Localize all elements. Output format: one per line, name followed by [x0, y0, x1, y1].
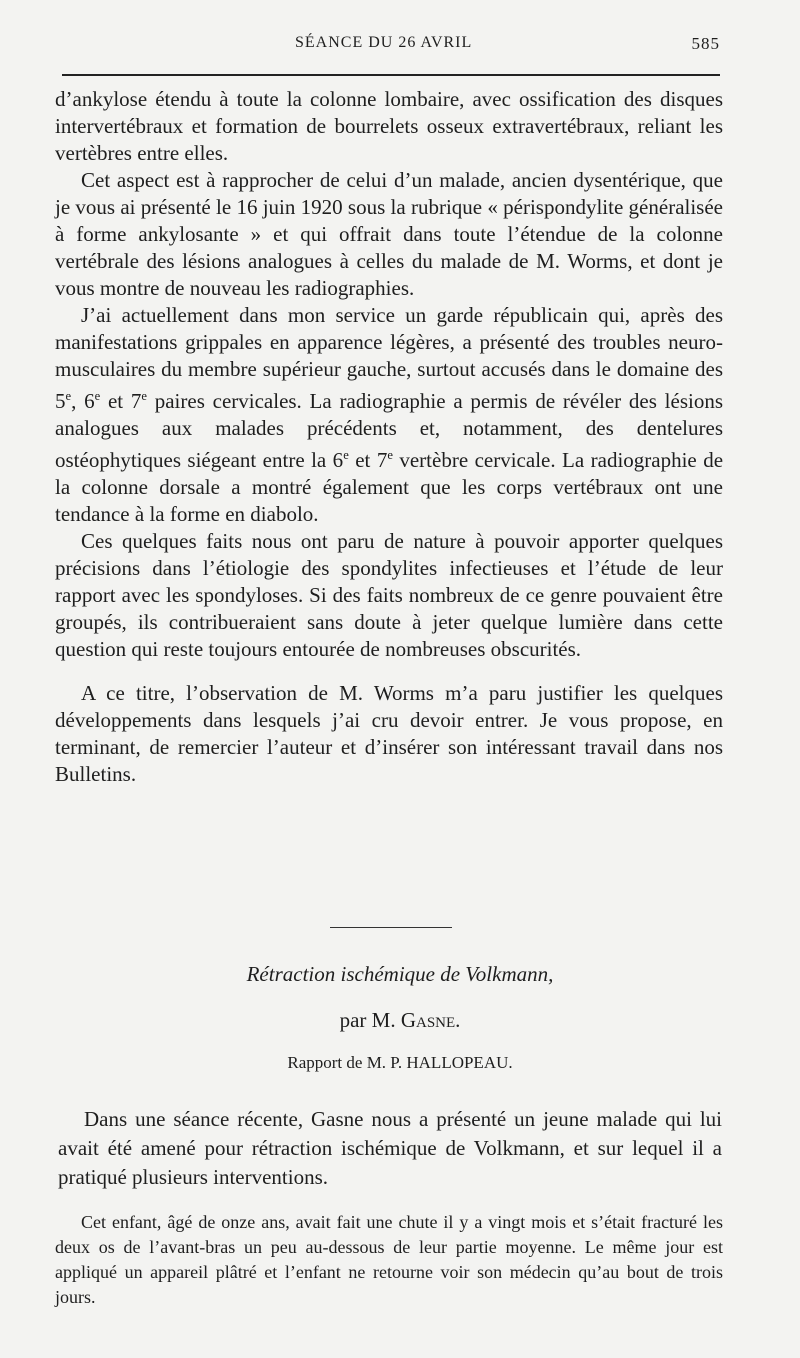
header-rule	[62, 74, 720, 76]
page-header	[55, 34, 720, 58]
section-author	[0, 1008, 800, 1033]
paragraph-proposal: A ce titre, l’observation de M. Worms m’a paru justifier les quelques développements dans lesquels j’ai cru devoir entrer. Je vous propose, en terminant, de remercier l’auteur et d’insérer son intéressant travail dans nos Bulletins.	[55, 681, 723, 786]
page-number: 585	[691, 34, 720, 53]
author-prefix: par M.	[339, 1008, 396, 1032]
author-name: Gasne.	[400, 1008, 461, 1032]
report-intro	[58, 1105, 722, 1192]
observation-text	[55, 1210, 723, 1310]
paragraph-continuation: d’ankylose étendu à toute la colonne lombaire, avec ossification des disques intervertébraux et formation de bourrelets osseux extravertébraux, reliant les vertèbres entre elles.	[55, 87, 723, 165]
paragraph-case: J’ai actuellement dans mon service un garde républicain qui, après des manifestations grippales en apparence légères, a présenté des troubles neuro-musculaires du membre supérieur gauche, surtout accusés dans le domaine des 5e, 6e et 7e paires cervicales. La radiographie a permis de révéler des lésions analogues aux malades précédents et, notamment, des dentelures ostéophytiques siégeant entre la 6e et 7e vertèbre cervicale. La radiographie de la colonne dorsale a montré également que les corps vertébraux ont une tendance à la forme en diabolo.	[55, 303, 724, 526]
running-title: SÉANCE DU 26 AVRIL	[295, 34, 473, 51]
report-byline: Rapport de M. P. HALLOPEAU.	[287, 1053, 513, 1072]
section-title: Rétraction ischémique de Volkmann,	[246, 962, 554, 986]
paragraph-conclusion: Ces quelques faits nous ont paru de nature à pouvoir apporter quelques précisions dans l’étiologie des spondylites infectieuses et l’étude de leur rapport avec les spondyloses. Si des faits nombreux de ce genre pouvaient être groupés, ils contribueraient sans doute à jeter quelque lumière dans cette question qui reste toujours entourée de nombreuses obscurités.	[55, 529, 723, 661]
paragraph-comparison: Cet aspect est à rapprocher de celui d’un malade, ancien dysentérique, que je vous ai présenté le 16 juin 1920 sous la rubrique « périspondylite généralisée à forme ankylosante » et qui offrait dans toute l’étendue de la colonne vertébrale des lésions analogues à celles du malade de M. Worms, et dont je vous montre de nouveau les radiographies.	[55, 168, 723, 300]
discussion-text	[55, 86, 723, 788]
paragraph-observation: Cet enfant, âgé de onze ans, avait fait une chute il y a vingt mois et s’était fracturé les deux os de l’avant-bras un peu au-dessous de leur partie moyenne. Le même jour est appliqué un appareil plâtré et l’enfant ne retourne voir son médecin qu’au bout de trois jours.	[55, 1212, 723, 1307]
section-separator	[330, 927, 452, 928]
paragraph-report: Dans une séance récente, Gasne nous a présenté un jeune malade qui lui avait été amené pour rétraction ischémique de Volkmann, et sur lequel il a pratiqué plusieurs interventions.	[58, 1107, 722, 1189]
